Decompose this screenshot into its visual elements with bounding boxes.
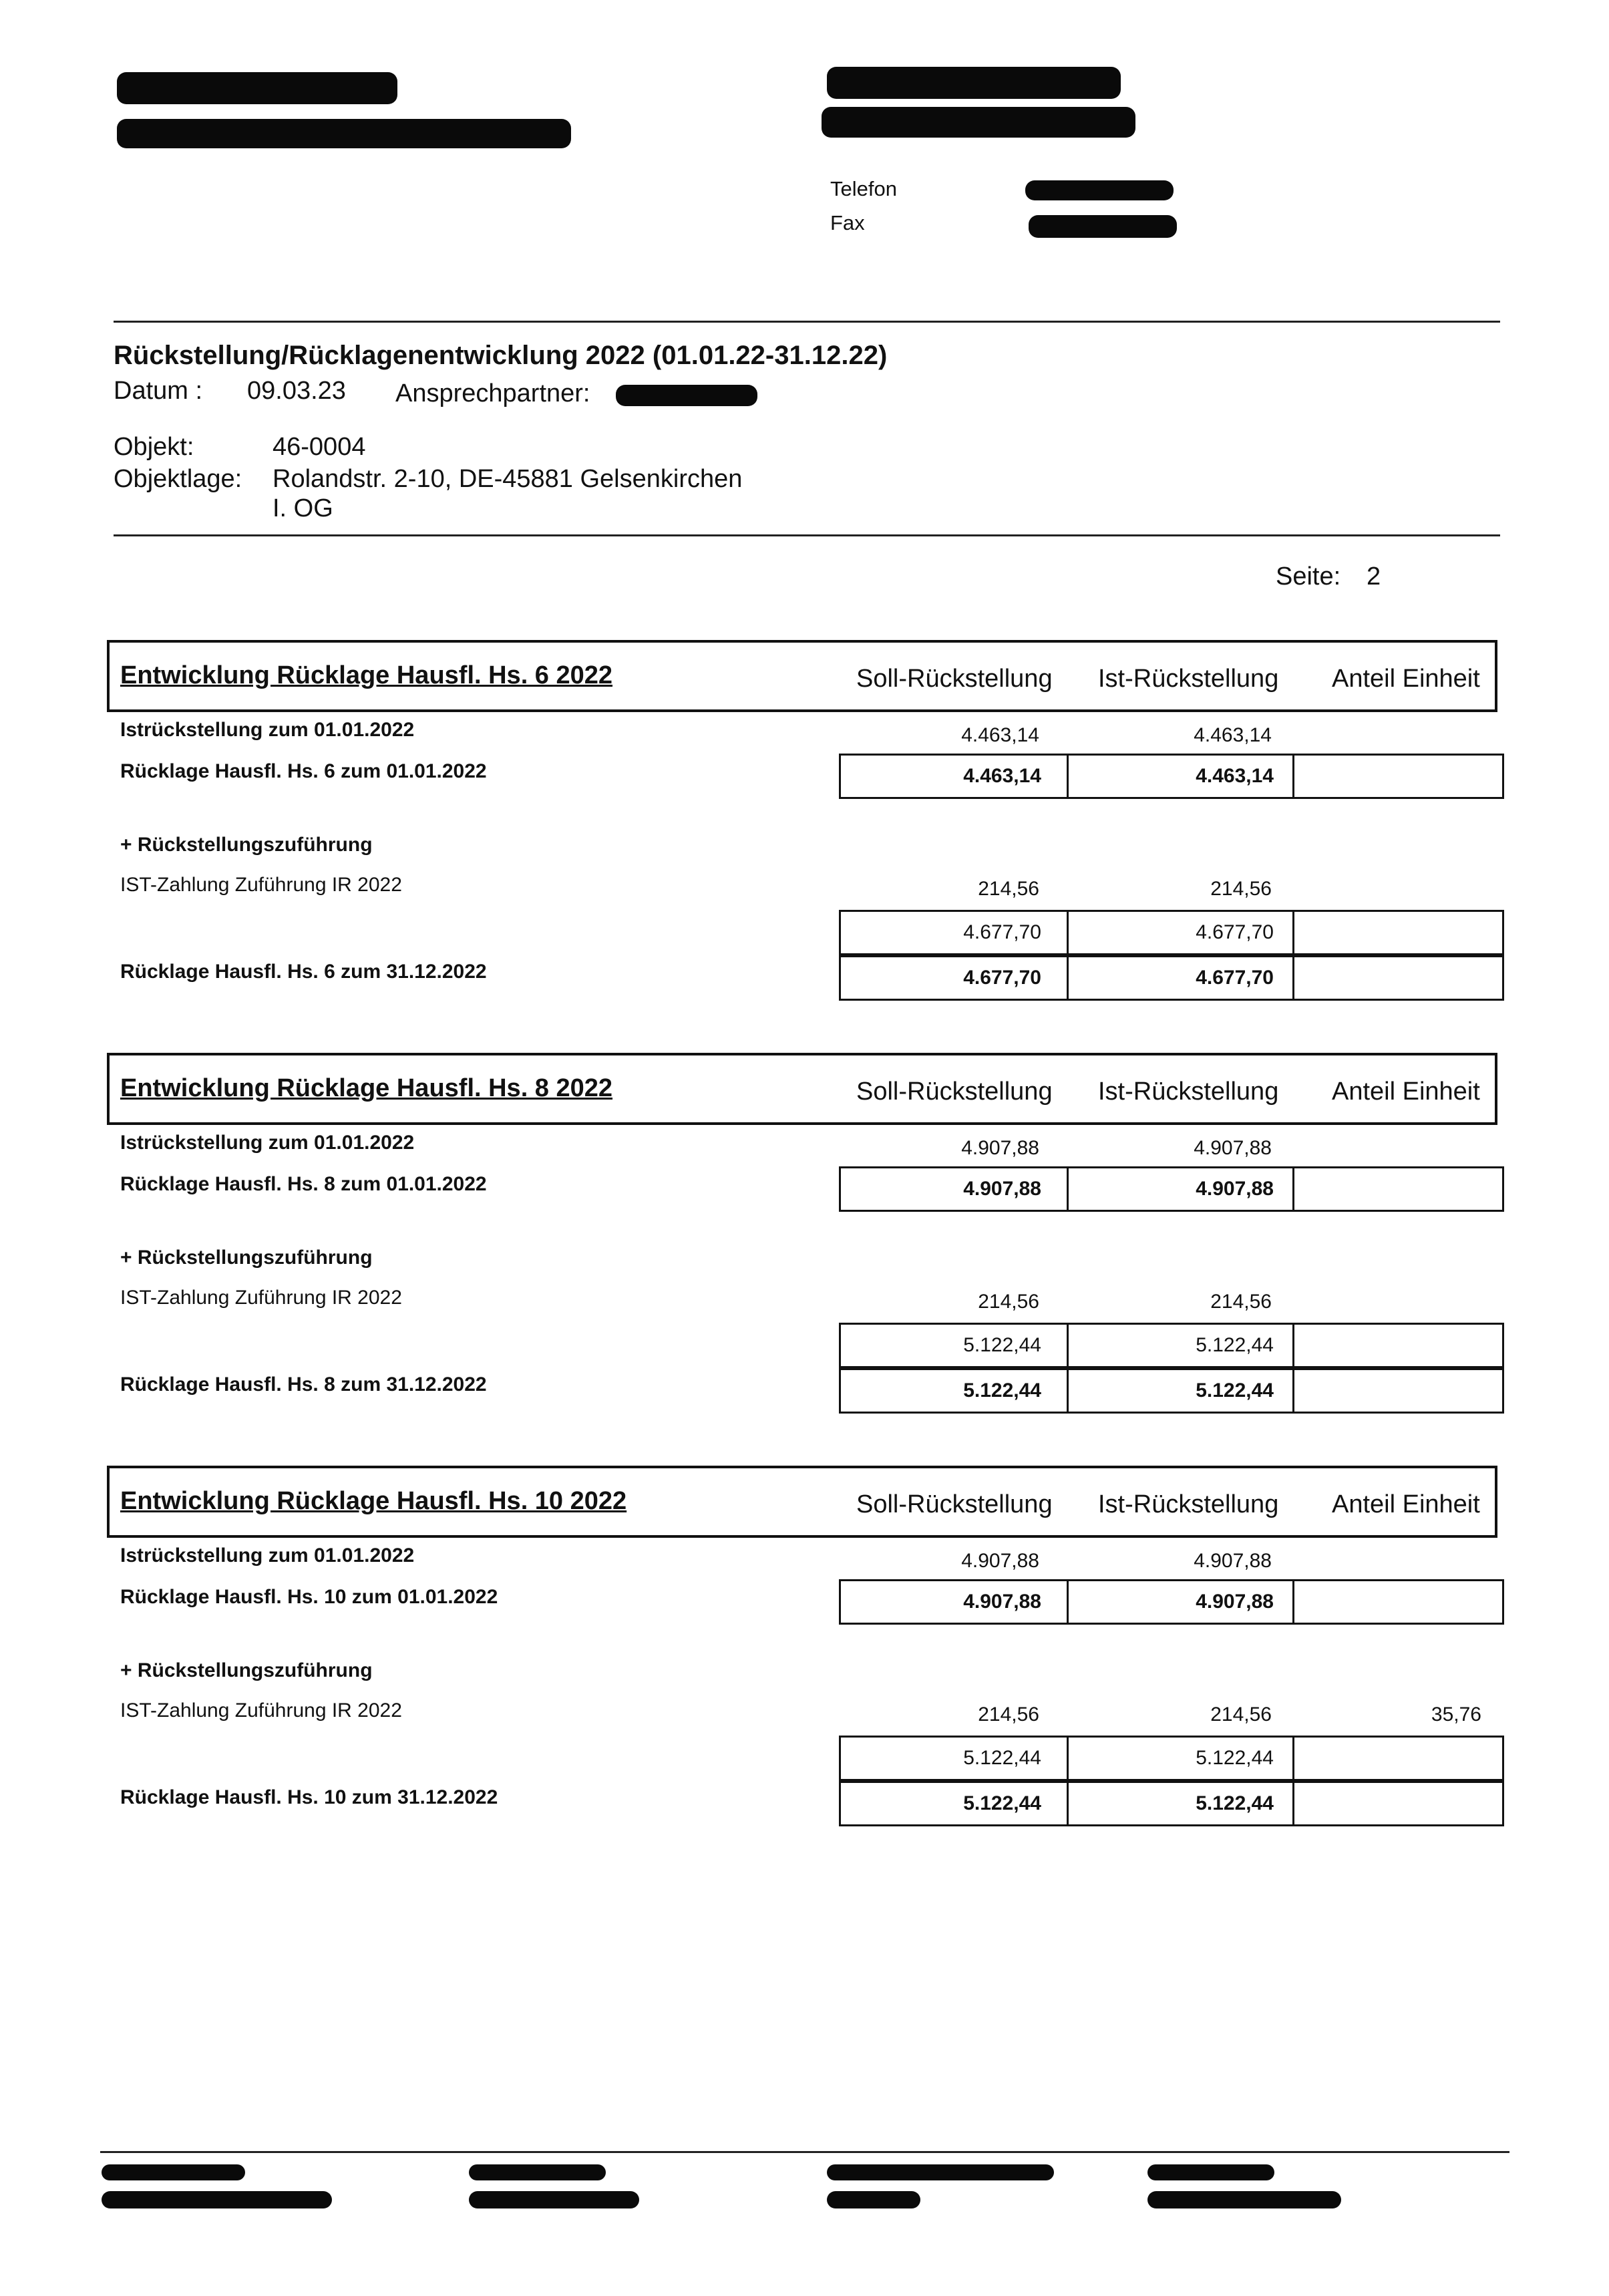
contact-person-label: Ansprechpartner: [395, 379, 590, 407]
opening-balance-label: Istrückstellung zum 01.01.2022 [120, 719, 415, 741]
reserve-start-soll-value: 4.907,88 [963, 1178, 1041, 1200]
payment-soll-value: 214,56 [978, 878, 1039, 900]
column-ist-header: Ist-Rückstellung [1098, 665, 1279, 693]
column-ist-header: Ist-Rückstellung [1098, 1078, 1279, 1106]
subtotal-box [839, 1736, 1504, 1781]
redacted-fax [1029, 215, 1177, 238]
payment-soll-value: 214,56 [978, 1291, 1039, 1313]
payment-label: IST-Zahlung Zuführung IR 2022 [120, 1287, 402, 1309]
reserve-end-soll-value: 4.677,70 [963, 967, 1041, 989]
page-label: Seite: [1276, 562, 1341, 591]
payment-ist-value: 214,56 [1210, 878, 1272, 900]
section-title: Entwicklung Rücklage Hausfl. Hs. 10 2022 [120, 1487, 627, 1515]
fax-label: Fax [830, 211, 865, 234]
column-anteil-header: Anteil Einheit [1332, 1490, 1480, 1518]
payment-soll-value: 214,56 [978, 1703, 1039, 1726]
section-title: Entwicklung Rücklage Hausfl. Hs. 6 2022 [120, 661, 613, 689]
subtotal-soll-value: 5.122,44 [963, 1747, 1041, 1769]
redacted-phone [1025, 180, 1174, 200]
redacted-footer-3b [827, 2191, 920, 2208]
reserve-end-soll-value: 5.122,44 [963, 1379, 1041, 1402]
redacted-footer-2b [469, 2191, 639, 2208]
payment-label: IST-Zahlung Zuführung IR 2022 [120, 1699, 402, 1721]
redacted-footer-3a [827, 2164, 1054, 2180]
location-line1: Rolandstr. 2-10, DE-45881 Gelsenkirchen [273, 465, 743, 493]
reserve-start-box [839, 754, 1504, 799]
redacted-footer-2a [469, 2164, 606, 2180]
date-label: Datum : [114, 377, 203, 405]
opening-balance-label: Istrückstellung zum 01.01.2022 [120, 1132, 415, 1154]
column-ist-header: Ist-Rückstellung [1098, 1490, 1279, 1518]
reserve-start-box [839, 1579, 1504, 1625]
opening-balance-label: Istrückstellung zum 01.01.2022 [120, 1544, 415, 1567]
payment-anteil-value: 35,76 [1431, 1703, 1481, 1726]
reserve-start-label: Rücklage Hausfl. Hs. 10 zum 01.01.2022 [120, 1586, 498, 1608]
payment-label: IST-Zahlung Zuführung IR 2022 [120, 874, 402, 896]
reserve-section [107, 1053, 1503, 1467]
payment-ist-value: 214,56 [1210, 1703, 1272, 1726]
subtotal-soll-value: 5.122,44 [963, 1334, 1041, 1356]
reserve-end-label: Rücklage Hausfl. Hs. 10 zum 31.12.2022 [120, 1786, 498, 1808]
opening-ist-value: 4.907,88 [1194, 1137, 1272, 1159]
reserve-start-ist-value: 4.907,88 [1196, 1591, 1274, 1613]
reserve-end-label: Rücklage Hausfl. Hs. 6 zum 31.12.2022 [120, 961, 487, 983]
redacted-contact-person [616, 385, 757, 406]
reserve-end-box [839, 1368, 1504, 1414]
redacted-sender-address [117, 119, 571, 148]
reserve-section [107, 1466, 1503, 1880]
reserve-start-ist-value: 4.907,88 [1196, 1178, 1274, 1200]
page-value: 2 [1367, 562, 1381, 591]
reserve-start-ist-value: 4.463,14 [1196, 765, 1274, 787]
reserve-end-ist-value: 5.122,44 [1196, 1379, 1274, 1402]
document-title: Rückstellung/Rücklagenentwicklung 2022 (01.01.22-31.12.22) [114, 341, 888, 370]
opening-soll-value: 4.907,88 [961, 1137, 1039, 1159]
subtotal-soll-value: 4.677,70 [963, 921, 1041, 943]
redacted-footer-4a [1147, 2164, 1274, 2180]
opening-soll-value: 4.463,14 [961, 724, 1039, 746]
reserve-start-soll-value: 4.907,88 [963, 1591, 1041, 1613]
location-label: Objektlage: [114, 465, 242, 493]
redacted-footer-1b [102, 2191, 332, 2208]
location-line2: I. OG [273, 494, 333, 522]
section-header [107, 640, 1497, 712]
reserve-section [107, 640, 1503, 1054]
footer-divider [100, 2151, 1509, 2153]
redacted-footer-1a [102, 2164, 245, 2180]
redacted-footer-4b [1147, 2191, 1341, 2208]
addition-label: + Rückstellungszuführung [120, 1247, 373, 1269]
reserve-end-soll-value: 5.122,44 [963, 1792, 1041, 1814]
reserve-end-ist-value: 5.122,44 [1196, 1792, 1274, 1814]
reserve-start-label: Rücklage Hausfl. Hs. 8 zum 01.01.2022 [120, 1173, 487, 1195]
reserve-end-box [839, 955, 1504, 1001]
addition-label: + Rückstellungszuführung [120, 1659, 373, 1681]
subtotal-ist-value: 5.122,44 [1196, 1334, 1274, 1356]
payment-ist-value: 214,56 [1210, 1291, 1272, 1313]
redacted-recipient-line [822, 107, 1135, 138]
opening-ist-value: 4.463,14 [1194, 724, 1272, 746]
column-soll-header: Soll-Rückstellung [856, 1490, 1053, 1518]
meta-divider [114, 534, 1500, 536]
object-label: Objekt: [114, 433, 194, 461]
opening-ist-value: 4.907,88 [1194, 1550, 1272, 1572]
subtotal-box [839, 910, 1504, 955]
header-divider [114, 321, 1500, 323]
redacted-sender-name [117, 72, 397, 104]
reserve-start-box [839, 1166, 1504, 1212]
date-value: 09.03.23 [247, 377, 346, 405]
reserve-end-ist-value: 4.677,70 [1196, 967, 1274, 989]
section-title: Entwicklung Rücklage Hausfl. Hs. 8 2022 [120, 1074, 613, 1102]
redacted-recipient-name [827, 67, 1121, 99]
opening-soll-value: 4.907,88 [961, 1550, 1039, 1572]
subtotal-ist-value: 5.122,44 [1196, 1747, 1274, 1769]
section-header [107, 1053, 1497, 1125]
subtotal-ist-value: 4.677,70 [1196, 921, 1274, 943]
object-value: 46-0004 [273, 433, 366, 461]
phone-label: Telefon [830, 177, 897, 200]
column-soll-header: Soll-Rückstellung [856, 665, 1053, 693]
reserve-start-label: Rücklage Hausfl. Hs. 6 zum 01.01.2022 [120, 760, 487, 782]
reserve-start-soll-value: 4.463,14 [963, 765, 1041, 787]
column-soll-header: Soll-Rückstellung [856, 1078, 1053, 1106]
reserve-end-label: Rücklage Hausfl. Hs. 8 zum 31.12.2022 [120, 1373, 487, 1396]
column-anteil-header: Anteil Einheit [1332, 665, 1480, 693]
column-anteil-header: Anteil Einheit [1332, 1078, 1480, 1106]
subtotal-box [839, 1323, 1504, 1368]
section-header [107, 1466, 1497, 1538]
addition-label: + Rückstellungszuführung [120, 834, 373, 856]
reserve-end-box [839, 1781, 1504, 1826]
